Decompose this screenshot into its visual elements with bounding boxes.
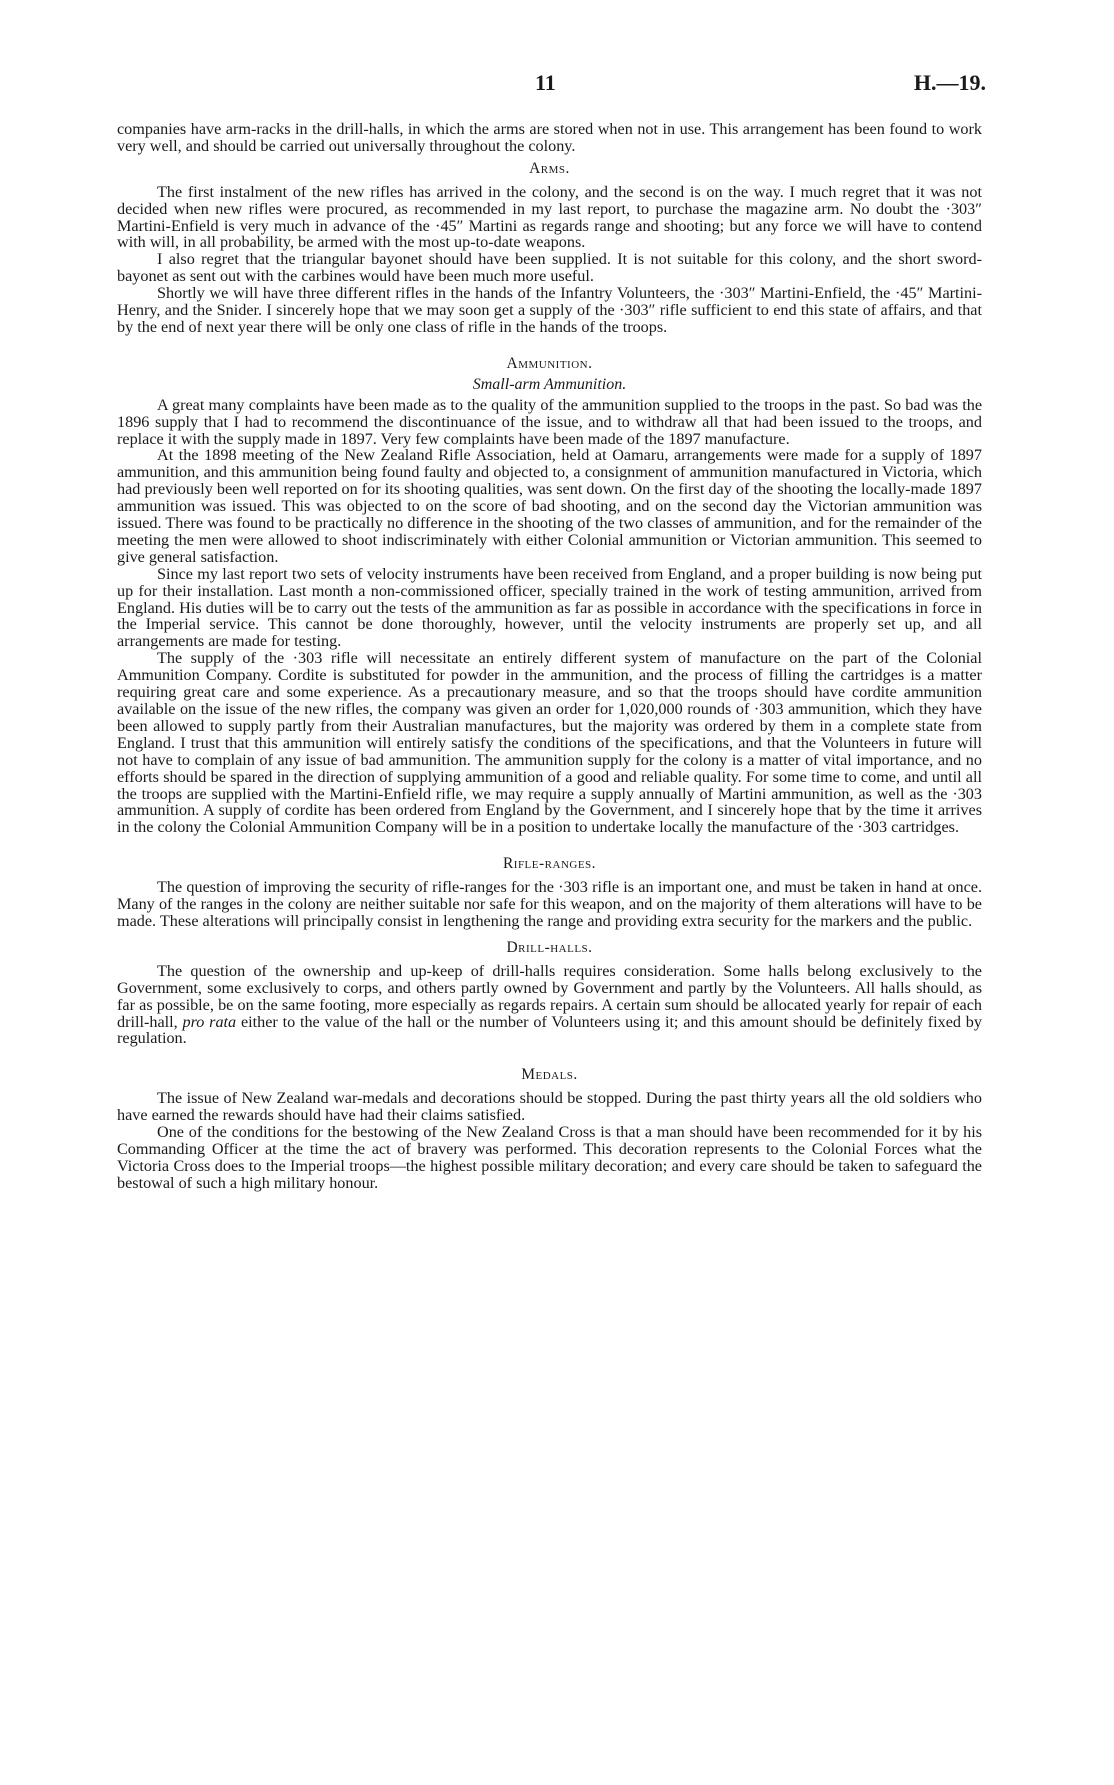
drill-halls-text-2: either to the value of the hall or the number of Volunteers using it; and this amount should be definitely fixed by regulation. — [117, 1012, 982, 1048]
drill-halls-text-1: The question of the ownership and up-keep of drill-halls requires consideration. Some halls belong exclusively to the Government, some exclusively to corps, and others partly owned by Government and partly by the Volunteers. All halls should, as far as possible, be on the same footing, more especially as regards repairs. A certain sum should be allocated yearly for repair of each drill-hall, — [117, 961, 982, 1031]
drill-halls-italic-term: pro rata — [182, 1012, 237, 1031]
continued-paragraph: companies have arm-racks in the drill-halls, in which the arms are stored when not in use. This arrangement has been found to work very well, and should be carried out universally throughout the colony. — [117, 120, 982, 155]
ammunition-paragraph-3: Since my last report two sets of velocity instruments have been received from England, and a proper building is now being put up for their installation. Last month a non-commissioned officer, specially trained in the work of testing ammunition, arrived from England. His duties will be to carry out the tests of the ammunition as far as possible in accordance with the specifications in force in the Imperial service. This cannot be done thoroughly, however, until the velocity instruments are properly set up, and all arrangements are made for testing. — [117, 564, 982, 651]
document-body — [117, 121, 982, 1192]
drill-halls-paragraph — [117, 963, 982, 1048]
ammunition-paragraph-1: A great many complaints have been made as to the quality of the ammunition supplied to the troops in the past. So bad was the 1896 supply that I had to recommend the discontinuance of the issue, and to withdraw all that had been issued to the troops, and replace it with the supply made in 1897. Very few complaints have been made of the 1897 manufacture. — [117, 395, 982, 448]
section-heading-arms: Arms. — [529, 159, 570, 177]
ammunition-paragraph-4: The supply of the ·303 rifle will necessitate an entirely different system of manufacture on the part of the Colonial Ammunition Company. Cordite is substituted for powder in the ammunition, and the process of filling the cartridges is a matter requiring great care and some experience. As a precautionary measure, and so that the troops should have cordite ammunition available on the issue of the new rifles, the company was given an order for 1,020,000 rounds of ·303 ammunition, which they have been allowed to supply partly from their Australian manufactures, but the majority was ordered by them in a complete state from England. I trust that this ammunition will entirely satisfy the conditions of the specifications, and that the Volunteers in future will not have to complain of any issue of bad ammunition. The ammunition supply for the colony is a matter of vital importance, and no efforts should be spared in the direction of supplying ammunition of a good and reliable quality. For some time to come, and until all the troops are supplied with the Martini-Enfield rifle, we may require a supply annually of Martini ammunition, as well as the ·303 ammunition. A supply of cordite has been ordered from England by the Government, and I sincerely hope that by the time it arrives in the colony the Colonial Ammunition Company will be in a position to undertake locally the manufacture of the ·303 cartridges. — [117, 649, 982, 837]
rifle-ranges-paragraph: The question of improving the security of rifle-ranges for the ·303 rifle is an important one, and must be taken in hand at once. Many of the ranges in the colony are neither suitable nor safe for this weapon, and on the majority of them alterations will have to be made. These alterations will principally consist in lengthening the range and providing extra security for the markers and the public. — [117, 878, 982, 930]
arms-paragraph-2: I also regret that the triangular bayonet should have been supplied. It is not suitable for this colony, and the short sword-bayonet as sent out with the carbines would have been much more useful. — [117, 250, 982, 286]
document-reference: H.—19. — [913, 70, 986, 95]
arms-paragraph-1: The first instalment of the new rifles has arrived in the colony, and the second is on the way. I much regret that it was not decided when new rifles were procured, as recommended in my last report, to purchase the magazine arm. No doubt the ·303″ Martini-Enfield is very much in advance of the ·45″ Martini as regards range and shooting; but any force we will have to contend with will, in all probability, be armed with the most up-to-date weapons. — [117, 182, 982, 252]
section-heading-drill-halls: Drill-halls. — [506, 938, 593, 956]
page-number: 11 — [535, 70, 556, 95]
ammunition-paragraph-2: At the 1898 meeting of the New Zealand Rifle Association, held at Oamaru, arrangements were made for a supply of 1897 ammunition, and this ammunition being found faulty and objected to, a consignment of ammunition manufactured in Victoria, which had previously been well reported on for its shooting qualities, was sent down. On the first day of the shooting the locally-made 1897 ammunition was issued. This was objected to on the score of bad shooting, and on the second day the Victorian ammunition was issued. There was found to be practically no difference in the shooting of the two classes of ammunition, and for the remainder of the meeting the men were allowed to shoot indiscriminately with either Colonial ammunition or Victorian ammunition. This seemed to give general satisfaction. — [117, 446, 982, 566]
section-heading-medals: Medals. — [521, 1066, 578, 1084]
section-heading-rifle-ranges: Rifle-ranges. — [502, 855, 597, 873]
medals-paragraph-2: One of the conditions for the bestowing of the New Zealand Cross is that a man should have been recommended for it by his Commanding Officer at the time the act of bravery was performed. This decoration represents to the Colonial Forces what the Victoria Cross does to the Imperial troops—the highest possible military decoration; and every care should be taken to safeguard the bestowal of such a high military honour. — [117, 1123, 982, 1192]
page-header — [0, 70, 1114, 100]
section-heading-ammunition: Ammunition. — [506, 354, 593, 372]
subheading-small-arm-ammunition: Small-arm Ammunition. — [472, 375, 627, 393]
medals-paragraph-1: The issue of New Zealand war-medals and decorations should be stopped. During the past thirty years all the old soldiers who have earned the rewards should have had their claims satisfied. — [117, 1089, 982, 1125]
arms-paragraph-3: Shortly we will have three different rifles in the hands of the Infantry Volunteers, the ·303″ Martini-Enfield, the ·45″ Martini-Henry, and the Snider. I sincerely hope that we may soon get a supply of the ·303″ rifle sufficient to end this state of affairs, and that by the end of next year there will be only one class of rifle in the hands of the troops. — [117, 284, 982, 336]
